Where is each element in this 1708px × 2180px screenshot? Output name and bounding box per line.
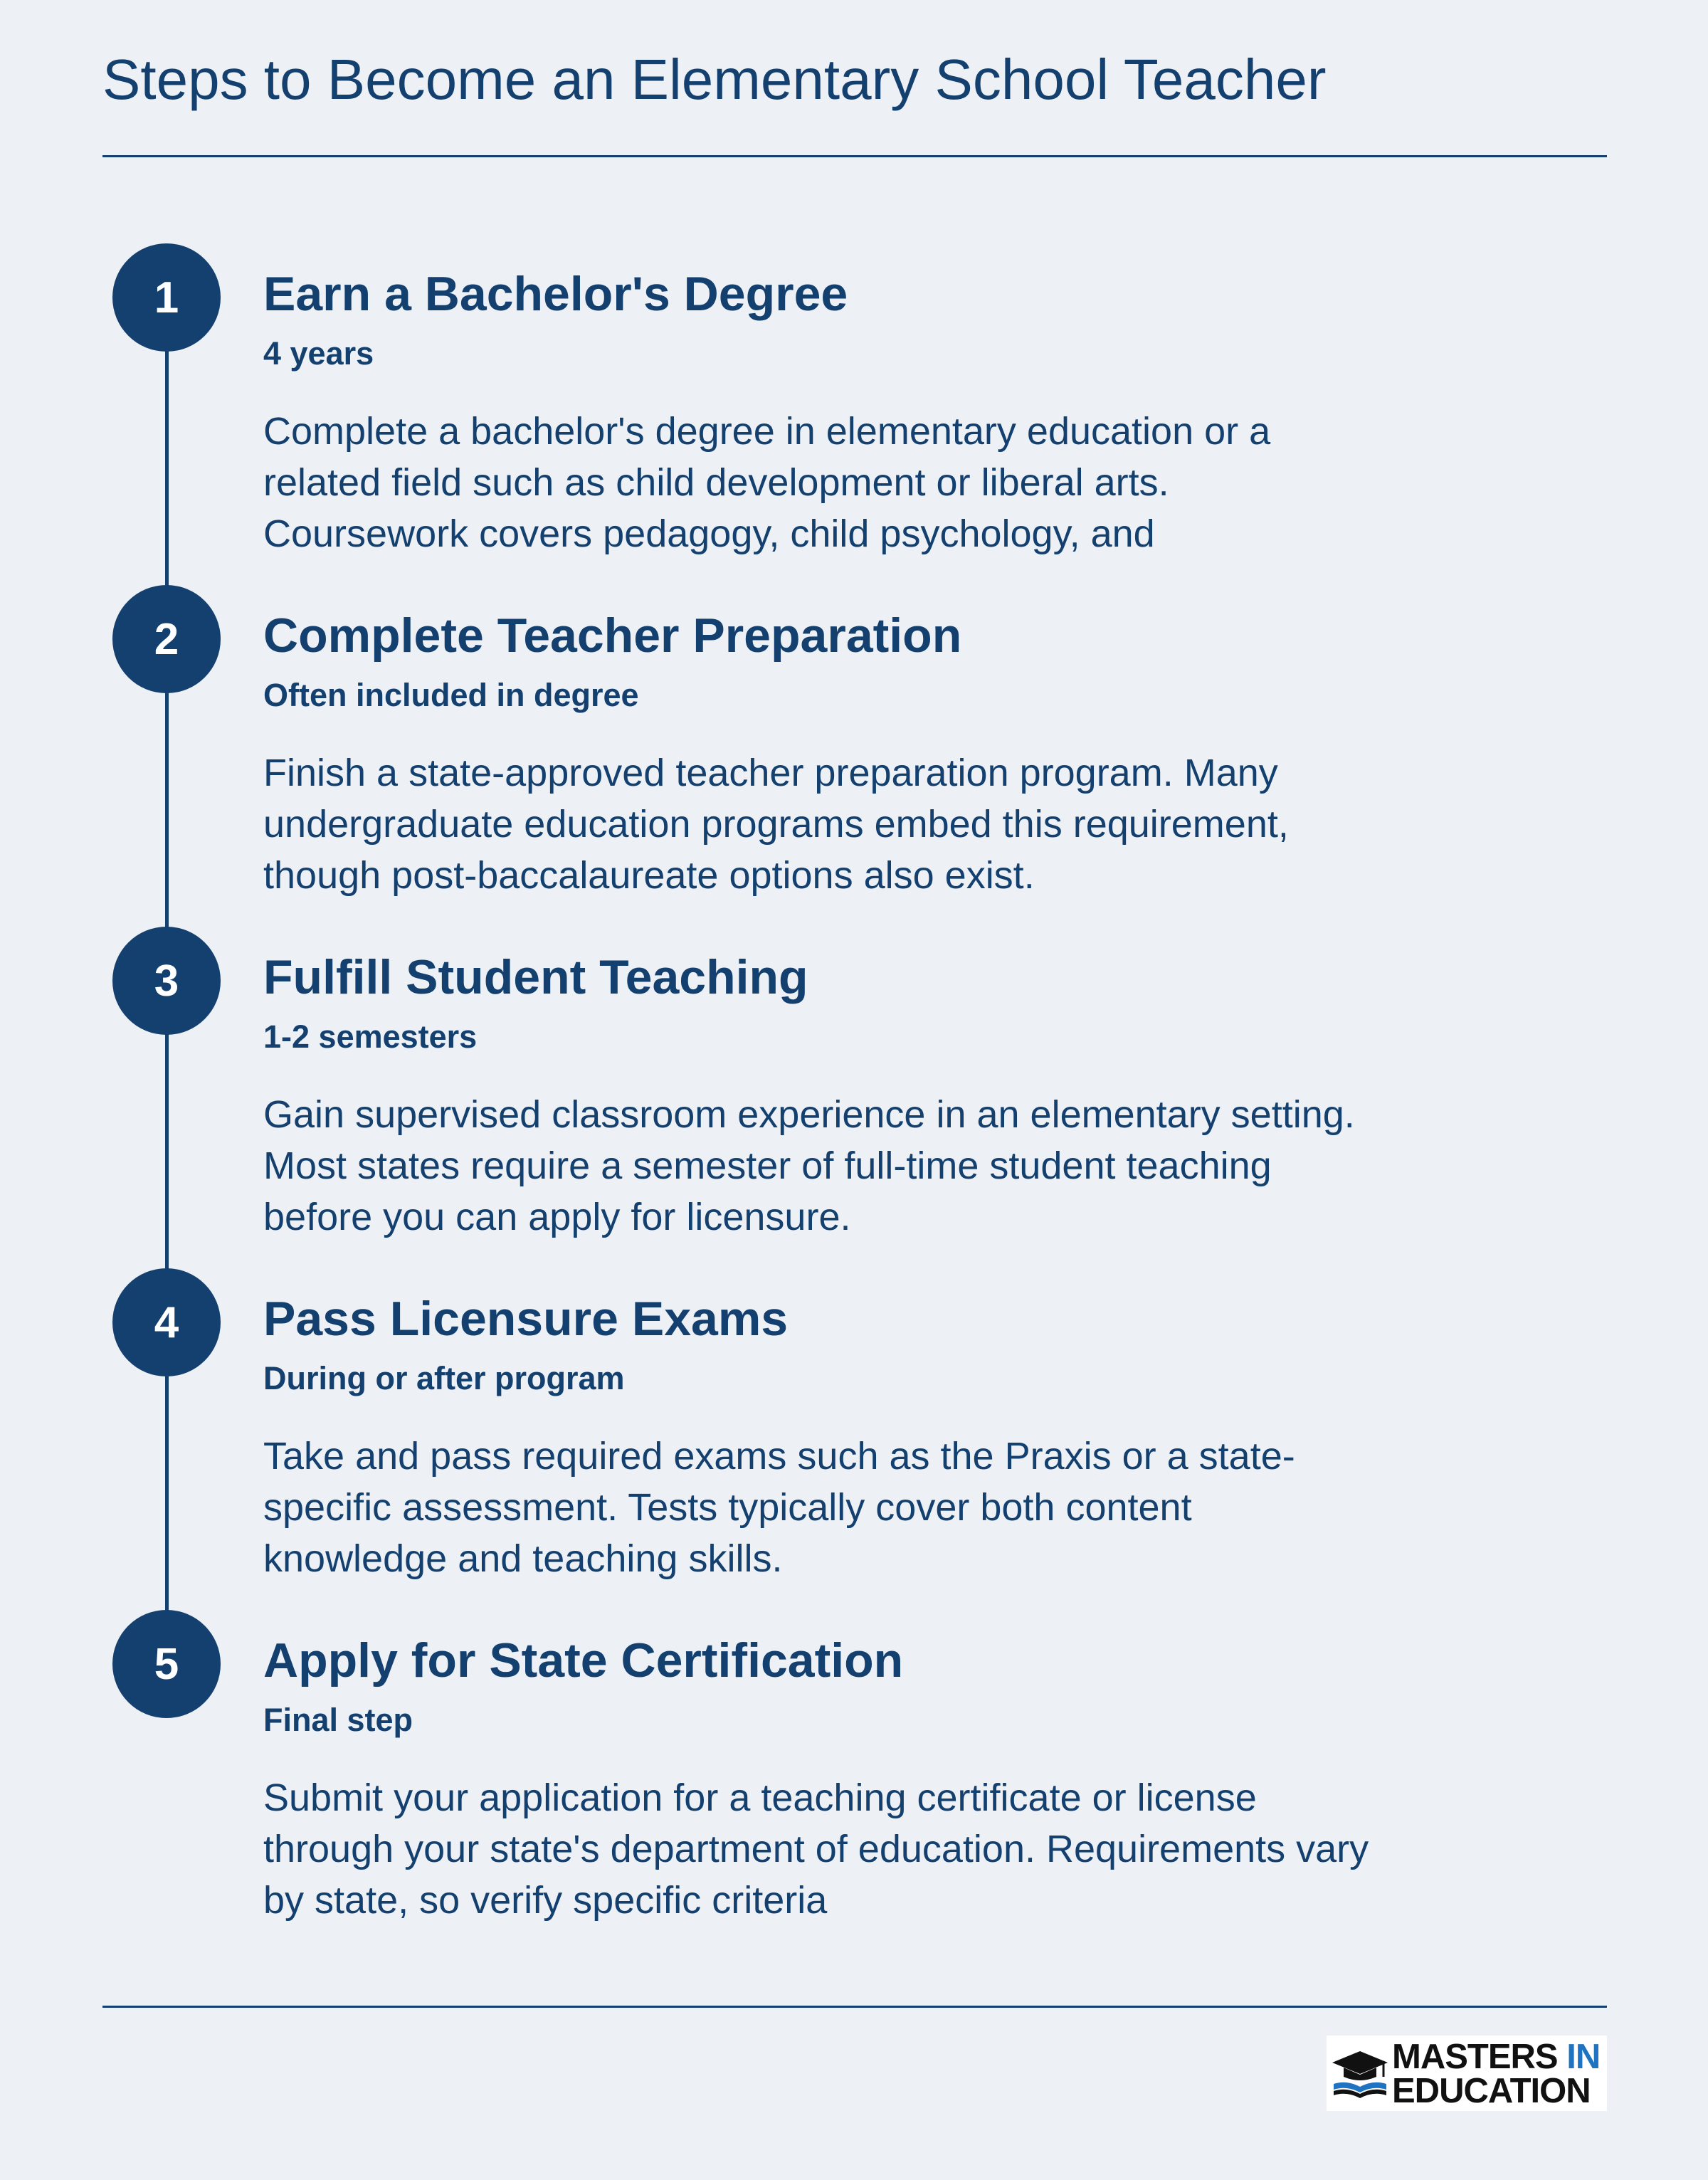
step-number-circle: 2 bbox=[112, 585, 221, 693]
step-number-circle: 4 bbox=[112, 1268, 221, 1376]
step-description: Take and pass required exams such as the Praxis or a state-specific assessment. Tests typically cover both content knowledge and teaching skills. bbox=[263, 1435, 1295, 1580]
step-description: Complete a bachelor's degree in elementary education or a related field such as child development or liberal arts. Coursework covers pedagogy, child psychology, and bbox=[263, 410, 1271, 555]
step-number-circle: 1 bbox=[112, 243, 221, 352]
step-description: Submit your application for a teaching certificate or license through your state's department of education. Requirements vary by state, so verify specific criteria bbox=[263, 1776, 1369, 1922]
logo-word-masters: MASTERS bbox=[1392, 2038, 1558, 2076]
step-duration: 1-2 semesters bbox=[263, 1018, 478, 1055]
infographic-page bbox=[102, 0, 1607, 2180]
step-title: Earn a Bachelor's Degree bbox=[263, 267, 848, 321]
step-title: Apply for State Certification bbox=[263, 1633, 904, 1687]
step-title: Fulfill Student Teaching bbox=[263, 950, 808, 1004]
logo-wordmark-top bbox=[1392, 2040, 1600, 2075]
graduation-cap-book-icon bbox=[1331, 2048, 1389, 2100]
step-duration: Final step bbox=[263, 1702, 413, 1738]
step-title: Complete Teacher Preparation bbox=[263, 609, 962, 663]
step-description: Gain supervised classroom experience in an elementary setting. Most states require a semester of full-time student teaching before you can apply for licensure. bbox=[263, 1093, 1355, 1238]
logo-word-in: IN bbox=[1566, 2038, 1601, 2076]
logo-word-education: EDUCATION bbox=[1392, 2072, 1591, 2110]
step-title: Pass Licensure Exams bbox=[263, 1292, 789, 1346]
step-number-circle: 3 bbox=[112, 927, 221, 1035]
top-divider bbox=[102, 155, 1607, 157]
step-duration: During or after program bbox=[263, 1360, 625, 1396]
step-duration: 4 years bbox=[263, 335, 374, 372]
bottom-divider bbox=[102, 2006, 1607, 2008]
step-duration: Often included in degree bbox=[263, 677, 639, 713]
step-description: Finish a state-approved teacher preparation program. Many undergraduate education programs embed this requirement, though post-baccalaureate options also exist. bbox=[263, 752, 1289, 897]
step-number-circle: 5 bbox=[112, 1610, 221, 1718]
masters-in-education-logo bbox=[1327, 2036, 1607, 2111]
page-title: Steps to Become an Elementary School Teacher bbox=[102, 48, 1327, 111]
